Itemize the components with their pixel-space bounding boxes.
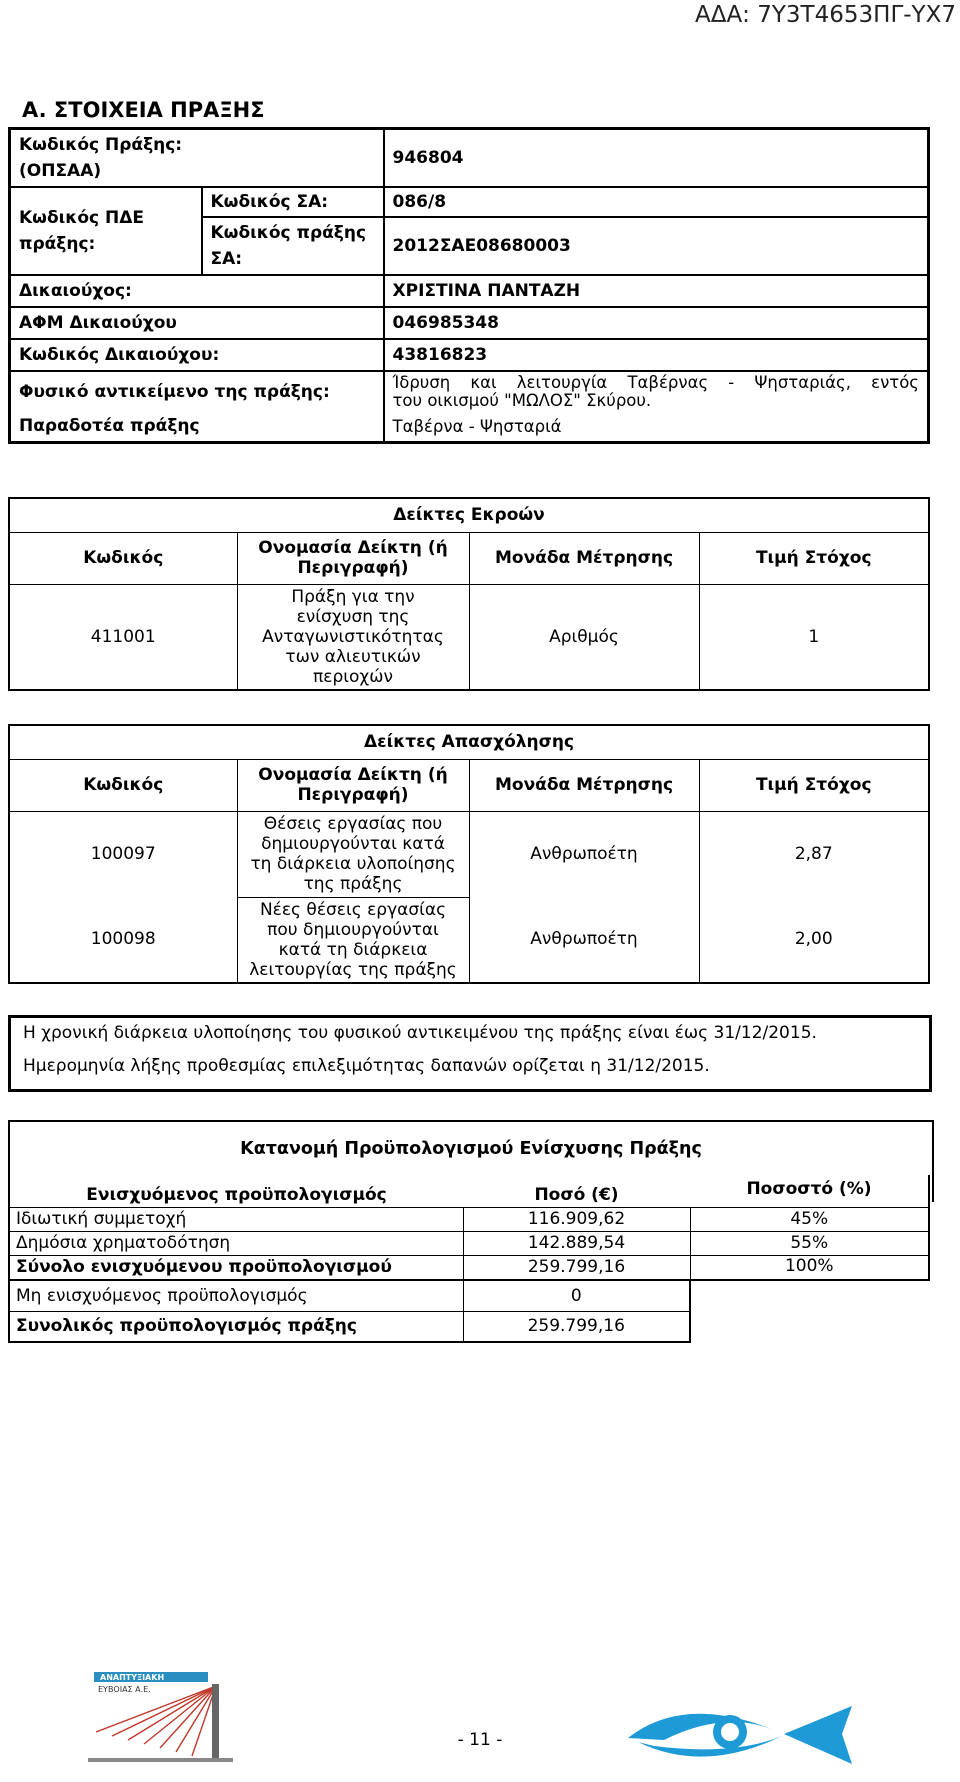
table-row	[9, 1280, 929, 1312]
fysiko-value: Ίδρυση και λειτουργία Ταβέρνας - Ψησταριάς, εντός του οικισμού "ΜΩΛΟΣ" Σκύρου.	[392, 373, 919, 410]
fish-logo	[624, 1700, 856, 1770]
table-row	[9, 897, 929, 983]
apasxolisi-code: 100098	[9, 897, 237, 983]
info-line-2: Ημερομηνία λήξης προθεσμίας επιλεξιμότητας δαπανών ορίζεται η 31/12/2015.	[23, 1056, 710, 1076]
kodikos-praxis-value: 946804	[392, 148, 464, 168]
kodikos-sa-label: Κωδικός ΣΑ:	[202, 187, 384, 217]
apasxolisi-col-unit: Μονάδα Μέτρησης	[469, 759, 699, 811]
budget-pct: 45%	[690, 1207, 929, 1231]
apasxolisi-target: 2,00	[699, 897, 929, 983]
kodikos-praxis-label: Κωδικός Πράξης: (ΟΠΣΑΑ)	[10, 129, 384, 188]
ekroes-code: 411001	[9, 584, 237, 690]
budget-col-item: Ενισχυόμενος προϋπολογισμός	[9, 1175, 463, 1207]
ekroes-col-name: Ονομασία Δείκτη (ή Περιγραφή)	[237, 532, 469, 584]
anaptyxiaki-logo	[88, 1672, 238, 1767]
kodikos-praxis-sa-label: Κωδικός πράξης ΣΑ:	[202, 217, 384, 275]
apasxolisi-table	[8, 724, 930, 984]
dikaiouxos-label: Δικαιούχος:	[10, 275, 384, 307]
ekroes-table	[8, 497, 930, 691]
apasxolisi-unit: Ανθρωποέτη	[469, 897, 699, 983]
budget-table	[8, 1175, 930, 1343]
budget-amount: 142.889,54	[463, 1231, 690, 1255]
table-row	[9, 1312, 929, 1342]
budget-item: Δημόσια χρηματοδότηση	[9, 1231, 463, 1255]
table-row	[9, 1207, 929, 1231]
budget-pct: 100%	[690, 1255, 929, 1280]
info-box	[8, 1015, 932, 1092]
budget-col-amount: Ποσό (€)	[463, 1175, 690, 1207]
apasxolisi-desc: Νέες θέσεις εργασίας που δημιουργούνται κατά τη διάρκεια λειτουργίας της πράξης	[237, 897, 469, 983]
table-row	[9, 1255, 929, 1280]
budget-item: Συνολικός προϋπολογισμός πράξης	[9, 1312, 463, 1342]
apasxolisi-target: 2,87	[699, 811, 929, 897]
apasxolisi-unit: Ανθρωποέτη	[469, 811, 699, 897]
ekroes-unit: Αριθμός	[469, 584, 699, 690]
ekroes-title: Δείκτες Εκροών	[9, 498, 929, 532]
apasxolisi-desc: Θέσεις εργασίας που δημιουργούνται κατά τη διάρκεια υλοποίησης της πράξης	[237, 811, 469, 897]
apasxolisi-code: 100097	[9, 811, 237, 897]
budget-item: Σύνολο ενισχυόμενου προϋπολογισμού	[9, 1255, 463, 1280]
ekroes-col-unit: Μονάδα Μέτρησης	[469, 532, 699, 584]
budget-item: Μη ενισχυόμενος προϋπολογισμός	[9, 1280, 463, 1312]
afm-value: 046985348	[392, 313, 499, 333]
budget-item: Ιδιωτική συμμετοχή	[9, 1207, 463, 1231]
budget-amount: 116.909,62	[463, 1207, 690, 1231]
page-number: - 11 -	[457, 1730, 503, 1750]
kodikos-dikaiouxou-value: 43816823	[392, 345, 488, 365]
kodikos-pde-label: Κωδικός ΠΔΕ πράξης:	[10, 187, 202, 275]
fysiko-label: Φυσικό αντικείμενο της πράξης:	[10, 371, 384, 412]
ada-code: ΑΔΑ: 7Υ3Τ4653ΠΓ-ΥΧ7	[694, 2, 956, 28]
apasxolisi-title: Δείκτες Απασχόλησης	[9, 725, 929, 759]
ekroes-desc: Πράξη για την ενίσχυση της Ανταγωνιστικότητας των αλιευτικών περιοχών	[237, 584, 469, 690]
dikaiouxos-value: ΧΡΙΣΤΙΝΑ ΠΑΝΤΑΖΗ	[392, 281, 581, 301]
budget-amount: 259.799,16	[463, 1312, 690, 1342]
table-row	[9, 811, 929, 897]
budget-pct: 55%	[690, 1231, 929, 1255]
apasxolisi-col-target: Τιμή Στόχος	[699, 759, 929, 811]
kodikos-praxis-sa-value: 2012ΣΑΕ08680003	[392, 236, 571, 256]
apasxolisi-col-code: Κωδικός	[9, 759, 237, 811]
svg-text:ΕΥΒΟΙΑΣ Α.Ε.: ΕΥΒΟΙΑΣ Α.Ε.	[98, 1685, 151, 1694]
ekroes-col-target: Τιμή Στόχος	[699, 532, 929, 584]
table-row	[9, 584, 929, 690]
ekroes-col-code: Κωδικός	[9, 532, 237, 584]
budget-amount: 0	[463, 1280, 690, 1312]
budget-col-pct: Ποσοστό (%)	[690, 1175, 929, 1207]
kodikos-sa-value: 086/8	[392, 192, 447, 212]
apasxolisi-col-name: Ονομασία Δείκτη (ή Περιγραφή)	[237, 759, 469, 811]
svg-text:ΑΝΑΠΤΥΞΙΑΚΗ: ΑΝΑΠΤΥΞΙΑΚΗ	[100, 1673, 165, 1682]
kodikos-dikaiouxou-label: Κωδικός Δικαιούχου:	[10, 339, 384, 371]
paradotea-value: Ταβέρνα - Ψησταριά	[392, 416, 562, 436]
afm-label: ΑΦΜ Δικαιούχου	[10, 307, 384, 339]
paradotea-label: Παραδοτέα πράξης	[10, 412, 384, 442]
budget-title: Κατανομή Προϋπολογισμού Ενίσχυσης Πράξης	[240, 1139, 702, 1159]
praxi-table	[8, 127, 930, 444]
ekroes-target: 1	[699, 584, 929, 690]
table-row	[9, 1231, 929, 1255]
info-line-1: Η χρονική διάρκεια υλοποίησης του φυσικού αντικειμένου της πράξης είναι έως 31/12/2015.	[23, 1023, 817, 1043]
section-title: A. ΣΤΟΙΧΕΙΑ ΠΡΑΞΗΣ	[22, 98, 265, 122]
budget-amount: 259.799,16	[463, 1255, 690, 1280]
